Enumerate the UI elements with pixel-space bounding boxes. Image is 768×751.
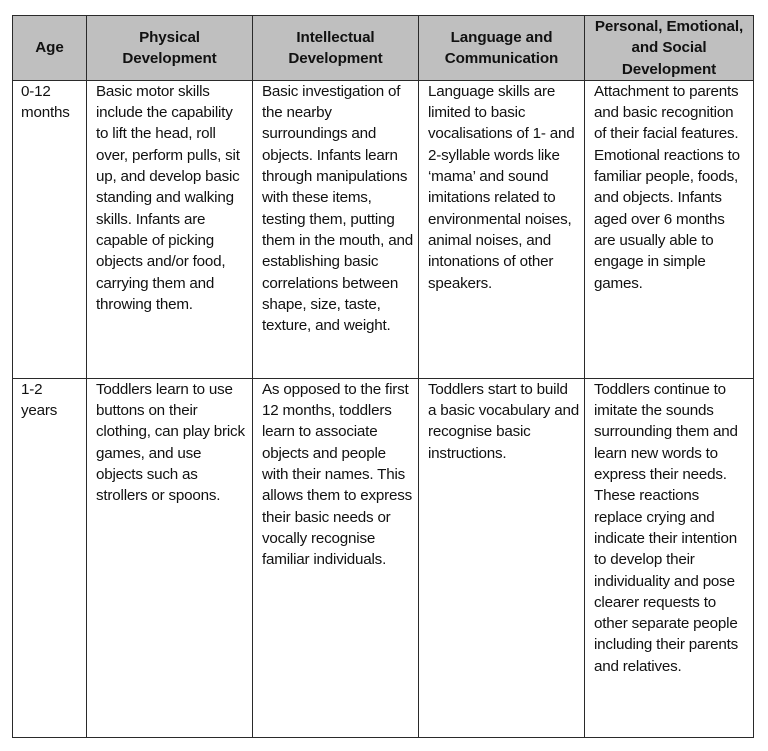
cell-intellectual: As opposed to the first 12 months, toddlers learn to associate objects and people with their names. This allows them to express their basic needs or vocally recognise familiar individuals. — [253, 378, 419, 737]
header-physical-development: Physical Development — [87, 16, 253, 81]
cell-language: Language skills are limited to basic vocalisations of 1- and 2-syllable words like ‘mama’ and sound imitations related to environmental noises, animal noises, and intonations of other speakers. — [419, 80, 585, 378]
header-intellectual-development: Intellectual Development — [253, 16, 419, 81]
header-language-communication: Language and Communication — [419, 16, 585, 81]
cell-physical: Toddlers learn to use buttons on their clothing, can play brick games, and use objects such as strollers or spoons. — [87, 378, 253, 737]
header-age: Age — [13, 16, 87, 81]
cell-age: 0-12 months — [13, 80, 87, 378]
header-personal-emotional-social: Personal, Emotional, and Social Development — [585, 16, 754, 81]
table-row — [13, 80, 754, 378]
child-development-table — [12, 15, 754, 738]
cell-physical: Basic motor skills include the capability to lift the head, roll over, perform pulls, sit up, and develop basic standing and walking skills. Infants are capable of picking objects and/or food, carrying them and throwing them. — [87, 80, 253, 378]
cell-intellectual: Basic investigation of the nearby surroundings and objects. Infants learn through manipulations with these items, testing them, putting them in the mouth, and establishing basic correlations between shape, size, taste, texture, and weight. — [253, 80, 419, 378]
cell-language: Toddlers start to build a basic vocabulary and recognise basic instructions. — [419, 378, 585, 737]
cell-personal: Toddlers continue to imitate the sounds surrounding them and learn new words to express their needs. These reactions replace crying and indicate their intention to develop their individuality and pose clearer requests to other separate people including their parents and relatives. — [585, 378, 754, 737]
cell-personal: Attachment to parents and basic recognition of their facial features. Emotional reactions to familiar people, foods, and objects. Infants aged over 6 months are usually able to engage in simple games. — [585, 80, 754, 378]
cell-age: 1-2 years — [13, 378, 87, 737]
header-row — [13, 16, 754, 81]
table-row — [13, 378, 754, 737]
